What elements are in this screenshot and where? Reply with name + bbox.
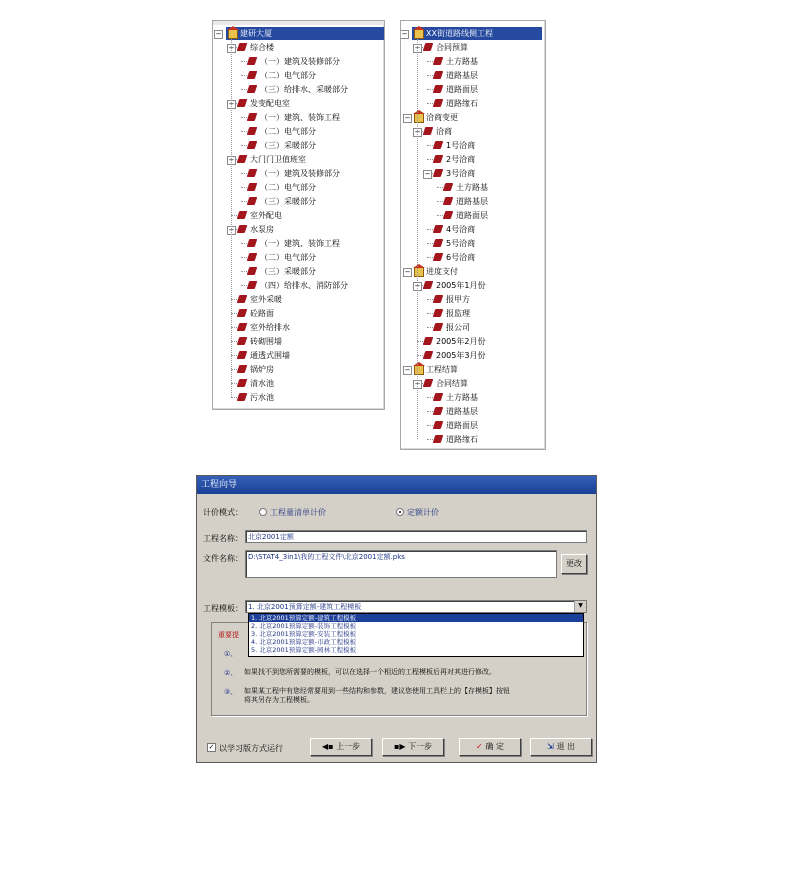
tree-node[interactable] <box>401 433 545 446</box>
tree-node[interactable] <box>213 307 384 320</box>
book-icon <box>247 57 258 65</box>
book-icon <box>247 141 258 149</box>
book-icon <box>237 323 248 331</box>
note-1-number: ①、 <box>224 650 238 658</box>
tree-node[interactable] <box>401 97 545 110</box>
tree-node-label: 室外给排水 <box>250 323 290 332</box>
tree-node[interactable] <box>401 405 545 418</box>
ok-label: 确 定 <box>485 742 505 751</box>
exit-door-icon: ⇲ <box>546 742 557 751</box>
book-icon <box>237 43 248 51</box>
tree-node-label: 洽商变更 <box>426 113 458 122</box>
tree-node[interactable] <box>401 209 545 222</box>
tree-node[interactable] <box>401 377 545 390</box>
book-icon <box>433 85 444 93</box>
template-dropdown-list[interactable] <box>248 613 584 657</box>
tree-node-label: （二）电气部分 <box>260 183 316 192</box>
tree-node-label: 土方路基 <box>446 57 478 66</box>
collapse-toggle-icon[interactable]: − <box>228 156 235 164</box>
tree-node-label: 1号洽商 <box>446 141 476 150</box>
tree-node[interactable] <box>401 125 545 138</box>
note-3-number: ③、 <box>224 688 238 696</box>
tree-node[interactable] <box>213 83 384 96</box>
collapse-toggle-icon[interactable]: − <box>404 114 411 122</box>
tree-node[interactable] <box>401 27 542 40</box>
tree-node[interactable] <box>213 195 384 208</box>
tree-node[interactable] <box>401 279 545 292</box>
tree-node[interactable] <box>401 41 545 54</box>
tree-guide-line <box>417 39 418 439</box>
tree-node-label: XX街道路线侧工程 <box>426 29 493 38</box>
prev-step-label: 上一步 <box>336 742 361 751</box>
collapse-toggle-icon[interactable]: − <box>414 282 421 290</box>
book-icon <box>423 281 434 289</box>
tree-node-label: 2005年1月份 <box>436 281 486 290</box>
tree-node-label: 合同结算 <box>436 379 468 388</box>
tree-node[interactable] <box>213 125 384 138</box>
tree-node-label: 清水池 <box>250 379 274 388</box>
book-icon <box>237 337 248 345</box>
tree-node-label: 发变配电室 <box>250 99 290 108</box>
tree-node-label: 6号洽商 <box>446 253 476 262</box>
tree-node-label: 建研大厦 <box>240 29 272 38</box>
tree-node-label: 2005年3月份 <box>436 351 486 360</box>
mode-radio-bill-of-quantities[interactable] <box>259 508 267 516</box>
collapse-toggle-icon[interactable]: − <box>414 380 421 388</box>
house-icon <box>414 365 424 375</box>
template-option[interactable]: 4. 北京2001预算定额-市政工程模板 <box>251 638 357 646</box>
tree-node[interactable] <box>213 377 384 390</box>
book-icon <box>443 183 454 191</box>
book-icon <box>237 155 248 163</box>
tree-node[interactable] <box>401 293 545 306</box>
mode-option-quota[interactable]: 定额计价 <box>407 508 439 517</box>
tree-node[interactable] <box>401 265 545 278</box>
tree-guide-line <box>231 39 232 397</box>
tree-node[interactable] <box>213 69 384 82</box>
tree-node-label: 4号洽商 <box>446 225 476 234</box>
tree-node[interactable] <box>213 251 384 264</box>
tree-node[interactable] <box>401 181 545 194</box>
tree-node-label: 进度支付 <box>426 267 458 276</box>
ok-button[interactable] <box>459 738 521 756</box>
book-icon <box>423 43 434 51</box>
book-icon <box>433 169 444 177</box>
book-icon <box>237 365 248 373</box>
book-icon <box>247 169 258 177</box>
book-icon <box>433 57 444 65</box>
tree-node[interactable] <box>401 83 545 96</box>
note-3-text-line2: 将其另存为工程模板。 <box>244 696 314 704</box>
book-icon <box>237 351 248 359</box>
mode-radio-quota[interactable] <box>396 508 404 516</box>
tree-node-label: （一）建筑、装饰工程 <box>260 239 340 248</box>
book-icon <box>423 379 434 387</box>
book-icon <box>423 351 434 359</box>
tree-node[interactable] <box>213 55 384 68</box>
tree-node-label: 5号洽商 <box>446 239 476 248</box>
tree-node-label: 道路缘石 <box>446 99 478 108</box>
exit-label: 退 出 <box>556 742 576 751</box>
collapse-toggle-icon[interactable]: − <box>424 170 431 178</box>
collapse-toggle-icon[interactable]: − <box>404 268 411 276</box>
project-name-input[interactable]: 北京2001定额 <box>245 530 587 543</box>
learn-mode-checkbox[interactable]: ✓ <box>208 743 215 751</box>
next-step-label: 下一步 <box>408 742 433 751</box>
tree-node[interactable] <box>401 153 545 166</box>
tree-node-label: 道路基层 <box>456 197 488 206</box>
tree-node-label: 道路面层 <box>446 421 478 430</box>
tree-node[interactable] <box>401 139 545 152</box>
exit-button[interactable] <box>530 738 592 756</box>
book-icon <box>237 211 248 219</box>
tree-node-label: 水泵房 <box>250 225 274 234</box>
tree-node-label: 道路缘石 <box>446 435 478 444</box>
tree-node-label: 砼路面 <box>250 309 274 318</box>
book-icon <box>423 337 434 345</box>
collapse-toggle-icon[interactable]: − <box>404 366 411 374</box>
tree-node-label: （三）采暖部分 <box>260 267 316 276</box>
house-icon <box>228 29 238 39</box>
tree-node[interactable] <box>213 167 384 180</box>
tree-node[interactable] <box>213 363 384 376</box>
tree-node-label: 通透式围墙 <box>250 351 290 360</box>
tree-node-label: 砖砌围墙 <box>250 337 282 346</box>
dialog-title-bar[interactable] <box>197 476 596 494</box>
template-select[interactable] <box>245 600 587 613</box>
tree-node-label: 道路基层 <box>446 407 478 416</box>
tree-node-label: 污水池 <box>250 393 274 402</box>
tree-node-label: 道路面层 <box>456 211 488 220</box>
pricing-mode-label: 计价模式： <box>203 508 243 517</box>
book-icon <box>433 393 444 401</box>
tree-node[interactable] <box>213 223 384 236</box>
tree-node[interactable] <box>213 293 384 306</box>
collapse-toggle-icon[interactable]: − <box>228 100 235 108</box>
forward-arrow-icon: ▪▶ <box>393 742 409 751</box>
tree-node-label: （三）给排水、采暖部分 <box>260 85 348 94</box>
collapse-toggle-icon[interactable]: − <box>401 30 408 38</box>
book-icon <box>247 197 258 205</box>
tree-node-label: 锅炉房 <box>250 365 274 374</box>
book-icon <box>433 253 444 261</box>
tree-node[interactable] <box>401 69 545 82</box>
book-icon <box>247 71 258 79</box>
tree-node[interactable] <box>213 181 384 194</box>
tree-node-label: 2005年2月份 <box>436 337 486 346</box>
book-icon <box>433 421 444 429</box>
tree-node-label: 报公司 <box>446 323 470 332</box>
book-icon <box>237 393 248 401</box>
book-icon <box>443 197 454 205</box>
book-icon <box>247 239 258 247</box>
tree-node[interactable] <box>213 139 384 152</box>
collapse-toggle-icon[interactable]: − <box>228 44 235 52</box>
book-icon <box>237 99 248 107</box>
book-icon <box>433 295 444 303</box>
collapse-toggle-icon[interactable]: − <box>228 226 235 234</box>
tree-node-label: 道路面层 <box>446 85 478 94</box>
chevron-down-icon[interactable]: ▼ <box>574 601 586 612</box>
tree-node[interactable] <box>213 41 384 54</box>
file-name-input[interactable]: D:\STAT4_3in1\我的工程文件\北京2001定额.pks <box>245 550 557 578</box>
tree-node[interactable] <box>213 279 384 292</box>
back-arrow-icon: ◀▪ <box>321 742 337 751</box>
book-icon <box>433 309 444 317</box>
book-icon <box>237 309 248 317</box>
tree-node[interactable] <box>401 237 545 250</box>
book-icon <box>433 323 444 331</box>
house-icon <box>414 113 424 123</box>
tree-node[interactable] <box>401 349 545 362</box>
collapse-toggle-icon[interactable]: − <box>215 30 222 38</box>
tree-node[interactable] <box>213 391 384 404</box>
book-icon <box>433 435 444 443</box>
learn-mode-label: 以学习版方式运行 <box>219 744 283 753</box>
checkmark-icon: ✓ <box>475 742 486 751</box>
tree-node[interactable] <box>401 335 545 348</box>
book-icon <box>433 141 444 149</box>
tree-node-label: 合同预算 <box>436 43 468 52</box>
tree-node[interactable] <box>213 265 384 278</box>
tree-node-label: （一）建筑及装修部分 <box>260 57 340 66</box>
tree-node-label: 洽商 <box>436 127 452 136</box>
tree-node[interactable] <box>213 153 384 166</box>
tree-node-label: （二）电气部分 <box>260 127 316 136</box>
tree-node[interactable] <box>213 237 384 250</box>
project-tree-left[interactable] <box>212 20 385 410</box>
note-2-number: ②、 <box>224 669 238 677</box>
house-icon <box>414 29 424 39</box>
tree-node-label: 大门门卫值班室 <box>250 155 306 164</box>
project-tree-right[interactable] <box>400 20 546 450</box>
collapse-toggle-icon[interactable]: − <box>414 128 421 136</box>
tree-node-label: （一）建筑及装修部分 <box>260 169 340 178</box>
book-icon <box>433 155 444 163</box>
collapse-toggle-icon[interactable]: − <box>414 44 421 52</box>
change-file-button[interactable]: 更改 <box>561 554 587 574</box>
tree-node[interactable] <box>401 419 545 432</box>
tree-node[interactable] <box>401 223 545 236</box>
tree-node[interactable] <box>213 111 384 124</box>
tree-node[interactable] <box>215 27 384 40</box>
tree-node-label: （四）给排水、消防部分 <box>260 281 348 290</box>
tree-node-label: （一）建筑、装饰工程 <box>260 113 340 122</box>
tree-node[interactable] <box>401 391 545 404</box>
tree-node[interactable] <box>401 55 545 68</box>
tree-node[interactable] <box>401 195 545 208</box>
note-3-text-line1: 如果某工程中有您经常要用到一些结构和参数，建议您使用工具栏上的【存模板】按钮 <box>244 687 510 695</box>
template-option[interactable]: 5. 北京2001预算定额-园林工程模板 <box>251 646 357 654</box>
prev-step-button[interactable] <box>310 738 372 756</box>
book-icon <box>247 113 258 121</box>
book-icon <box>423 127 434 135</box>
tree-node[interactable] <box>401 321 545 334</box>
tree-node[interactable] <box>213 321 384 334</box>
file-name-label: 文件名称： <box>203 554 243 563</box>
next-step-button[interactable] <box>382 738 444 756</box>
book-icon <box>247 183 258 191</box>
tree-node[interactable] <box>401 111 545 124</box>
book-icon <box>247 127 258 135</box>
book-icon <box>433 99 444 107</box>
tree-node-label: 3号洽商 <box>446 169 476 178</box>
tree-node-label: 土方路基 <box>456 183 488 192</box>
template-label: 工程模板： <box>203 604 243 613</box>
notes-heading: 重要提 <box>218 631 239 639</box>
tree-node-label: 报甲方 <box>446 295 470 304</box>
mode-option-bill-of-quantities[interactable]: 工程量清单计价 <box>270 508 326 517</box>
tree-node-label: （二）电气部分 <box>260 253 316 262</box>
tree-top-strip <box>213 21 384 25</box>
tree-node[interactable] <box>401 251 545 264</box>
book-icon <box>247 281 258 289</box>
tree-node[interactable] <box>401 307 545 320</box>
tree-node[interactable] <box>401 167 545 180</box>
tree-node[interactable] <box>401 363 545 376</box>
template-selected-value: 1. 北京2001预算定额-建筑工程模板 <box>248 603 362 611</box>
template-option[interactable]: 1. 北京2001预算定额-建筑工程模板 <box>249 614 583 622</box>
book-icon <box>443 211 454 219</box>
template-option[interactable]: 3. 北京2001预算定额-安装工程模板 <box>251 630 357 638</box>
book-icon <box>237 225 248 233</box>
project-name-label: 工程名称： <box>203 534 243 543</box>
tree-node-label: 报监理 <box>446 309 470 318</box>
book-icon <box>433 71 444 79</box>
tree-node[interactable] <box>213 209 384 222</box>
house-icon <box>414 267 424 277</box>
project-wizard-dialog <box>196 475 597 763</box>
tree-node-label: （二）电气部分 <box>260 71 316 80</box>
tree-node-label: 土方路基 <box>446 393 478 402</box>
book-icon <box>247 253 258 261</box>
book-icon <box>237 295 248 303</box>
tree-node-label: （三）采暖部分 <box>260 141 316 150</box>
book-icon <box>247 85 258 93</box>
dialog-title: 工程向导 <box>201 480 238 490</box>
book-icon <box>247 267 258 275</box>
tree-node-label: 室外配电 <box>250 211 282 220</box>
tree-node[interactable] <box>213 349 384 362</box>
tree-node[interactable] <box>213 97 384 110</box>
note-2-text: 如果找不到您所需要的模板，可以在选择一个相近的工程模板后再对其进行修改。 <box>244 668 496 676</box>
book-icon <box>433 239 444 247</box>
book-icon <box>433 225 444 233</box>
tree-node-label: 工程结算 <box>426 365 458 374</box>
tree-node[interactable] <box>213 335 384 348</box>
tree-node-label: 综合楼 <box>250 43 274 52</box>
template-option[interactable]: 2. 北京2001预算定额-装饰工程模板 <box>251 622 357 630</box>
tree-node-label: （三）采暖部分 <box>260 197 316 206</box>
book-icon <box>433 407 444 415</box>
tree-node-label: 道路基层 <box>446 71 478 80</box>
tree-node-label: 2号洽商 <box>446 155 476 164</box>
tree-node-label: 室外采暖 <box>250 295 282 304</box>
book-icon <box>237 379 248 387</box>
